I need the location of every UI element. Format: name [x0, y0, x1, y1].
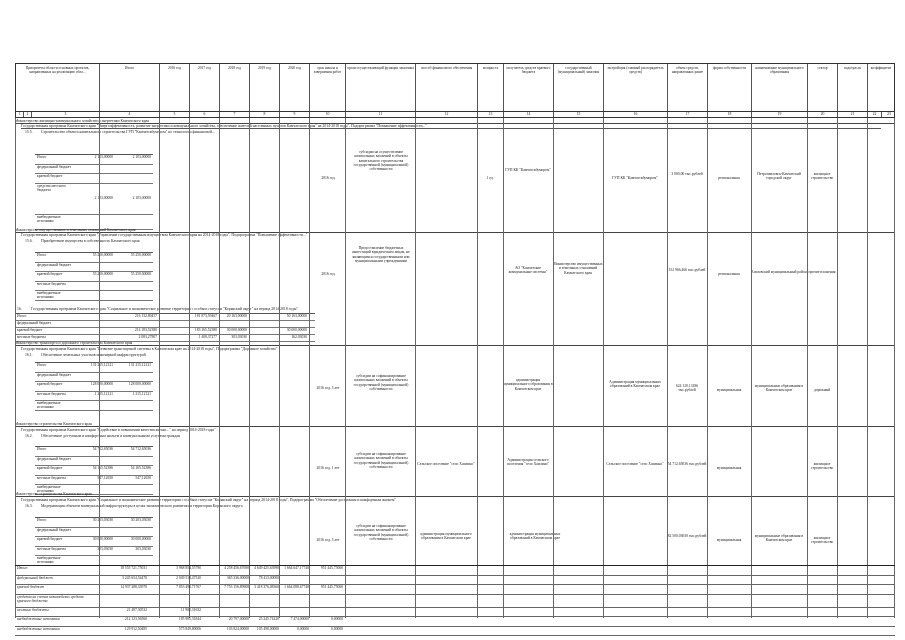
method-cell: субсидии на софинансирование капитальных вложений в объекты государственной (муниципальной) собственности — [353, 452, 409, 469]
header-cell-sector: сектор — [808, 64, 838, 111]
row-value: 2 103,00000 — [94, 155, 113, 159]
header-cell-2019: 2019 год — [250, 64, 280, 111]
column-rule — [477, 118, 478, 618]
row-label: внебюджетные источники — [37, 556, 61, 564]
row-value: 1 408,37277 — [198, 335, 217, 339]
column-rule — [751, 118, 752, 618]
row-value: 50 163,00000 — [286, 314, 307, 318]
row-label: краевой бюджет — [37, 466, 63, 470]
customer-cell: администрация муниципальных образований в Камчатском крае — [509, 532, 561, 541]
row-label: Итого — [17, 314, 27, 318]
table-row — [35, 476, 153, 486]
column-rule — [415, 118, 416, 618]
header-cell-2020: 2020 год — [280, 64, 310, 111]
section-item-name: Приобретение имущества в собственность Камчатского края — [41, 239, 140, 243]
sector-cell: дорожный — [813, 388, 831, 392]
row-value: 55 250,00000 — [130, 272, 151, 276]
section-item-number: 15.5. — [25, 130, 33, 134]
table-row — [35, 447, 153, 457]
row-value: 0,00000 — [331, 617, 343, 621]
recipient-cell: администрация муниципального образования в Камчатском крае — [420, 532, 472, 541]
section-item-number: 15.6. — [25, 239, 33, 243]
row-value: 212 123,56560 — [124, 617, 147, 621]
row-value: 30 000,00000 — [286, 328, 307, 332]
row-value: 3 245 654,54470 — [122, 575, 147, 580]
section-item-name: Модернизация объектов коммунальной инфраструктуры в целях экономического развития на территории Корякского округа — [41, 504, 243, 508]
column-rule — [99, 118, 100, 618]
column-number: 2 — [24, 112, 32, 117]
table-row — [15, 321, 315, 328]
grand-totals-table — [15, 565, 895, 636]
row-value: 7 853 498,71767 — [176, 585, 201, 589]
column-rule — [189, 118, 190, 618]
table-row — [35, 184, 153, 215]
column-rule — [707, 118, 708, 618]
header-cell-developer: застройщик (главный распорядитель средств) — [604, 64, 668, 111]
municipality-cell: Сельское поселение "село Хаилино" — [606, 462, 664, 466]
row-label: краевой бюджет — [17, 585, 45, 589]
table-row — [35, 382, 153, 392]
ownership-cell: региональная — [718, 176, 740, 180]
column-number: 20 — [808, 112, 838, 117]
previous-cell: 54 712,65036 тыс.рублей — [667, 462, 707, 466]
previous-cell: 152 966,466 тыс.рублей — [668, 268, 706, 272]
header-cell-total: Итого — [100, 64, 160, 111]
row-label: местные бюджеты — [17, 335, 46, 339]
customer-cell: Министерство имущественных и земельных отношений Камчатского края — [553, 262, 603, 275]
column-number: 7 — [220, 112, 250, 117]
row-value: 20 797,00000 — [228, 617, 249, 621]
column-number: 21 — [838, 112, 868, 117]
table-row — [15, 328, 315, 335]
table-row — [35, 518, 153, 528]
section-program: Государственная программа Камчатского края "Управление государственным имуществом Камчатского края на 2014-2018 годы", Подпрограмма "Повышение эффективности..." — [21, 233, 308, 237]
table-row — [35, 165, 153, 175]
row-value: 129 912,50485 — [124, 626, 147, 631]
table-row — [35, 291, 153, 301]
row-label: средства на счетах казначейских средств краевого бюджета — [17, 594, 84, 603]
row-label: краевой бюджет — [37, 537, 63, 541]
table-row — [35, 392, 153, 402]
row-value: 575 849,80006 — [178, 626, 201, 631]
table-row — [35, 253, 153, 263]
sector-cell: жилищное строительство — [810, 536, 834, 545]
section-title: Министерство строительства Камчатского края — [15, 492, 895, 497]
row-label: внебюджетные источники — [17, 626, 60, 631]
section-item-name: Строительство объекта капитального строительства ГУП "Камчатскбумпром" по технологии финансовой... — [41, 130, 215, 134]
column-rule — [867, 118, 868, 618]
row-value: 55 250,00000 — [92, 253, 113, 257]
method-cell: Предоставление бюджетных инвестиций юридическим лицам, не являющимся государственными или муниципальными учреждениями — [352, 246, 410, 263]
row-value: 30 000,00000 — [92, 537, 113, 541]
header-cell-2016: 2016 год — [160, 64, 190, 111]
row-value: 131 215,12121 — [128, 363, 151, 367]
capacity-cell: 1 ед. — [486, 176, 494, 180]
method-cell: субсидии на софинансирование капитальных вложений в объекты государственной (муниципальной) собственности — [353, 524, 409, 541]
row-value: 1 215,12121 — [94, 391, 113, 396]
row-value: 25 245,74220 — [258, 617, 279, 621]
column-rule — [553, 118, 554, 618]
table-row — [15, 576, 895, 586]
section-program: Государственная программа Камчатского края "Энергоэффективность, развитие энергетики и коммунального хозяйства, обеспечение жителей населенных пунктов Камчатского края" на 2014-2018 годы", Подпрограмма "Повышение эффективности..." — [21, 124, 881, 129]
row-label: федеральный бюджет — [37, 456, 71, 461]
recipient-cell: Сельское поселение "село Хаилино" — [417, 462, 475, 466]
row-value: 14 937 288,33970 — [120, 585, 147, 589]
section-title: Министерство жилищно-коммунального хозяйства и энергетики Камчатского края — [15, 119, 895, 124]
section-item-name: Обеспечение земельных участков инженерной инфраструктурой — [41, 353, 146, 357]
column-rule — [603, 118, 604, 618]
row-label: федеральный бюджет — [37, 164, 71, 169]
previous-cell: 82 500,03030 тыс.рублей — [667, 534, 707, 538]
row-label: местные бюджеты — [37, 391, 66, 396]
row-value: 128 000,00000 — [128, 382, 151, 386]
column-number: 5 — [160, 112, 190, 117]
column-number: 19 — [752, 112, 808, 117]
section-title: Министерство имущественных и земельных отношений Камчатского края — [15, 228, 895, 233]
financing-table — [35, 362, 153, 411]
header-cell-ownership: форма собственности — [708, 64, 752, 111]
table-row — [15, 566, 895, 576]
document-page — [15, 0, 895, 640]
column-rule — [309, 118, 310, 618]
mid-total-label: Государственная программа Камчатского края "Социальное и экономическое развитие территории с особым статусом "Корякский округ" на период 2014-2018 годы" — [31, 307, 298, 311]
sector-cell: жилищное строительство — [810, 462, 834, 471]
column-rule — [219, 118, 220, 618]
row-label: федеральный бюджет — [37, 527, 71, 532]
column-number: 14 — [504, 112, 554, 117]
ownership-cell: региональная — [718, 272, 740, 276]
section-program: Государственная программа Камчатского края "Развитие транспортной системы в Камчатском крае на 2014-2018 годы", Подпрограмма "Дорожное хозяйство" — [21, 347, 278, 351]
term-cell: 2016 год, 5 лет — [316, 538, 340, 542]
column-rule — [667, 118, 668, 618]
header-cell-subsector: подотрасль — [838, 64, 868, 111]
row-label: краевой бюджет — [37, 272, 63, 276]
row-value: 30 203,03030 — [130, 518, 151, 522]
row-value: 54 165,52386 — [92, 466, 113, 470]
header-cell-previous: объем средств, направленных ранее — [668, 64, 708, 111]
row-label: краевой бюджет — [37, 382, 63, 386]
row-label: Итого — [37, 363, 47, 367]
municipality-cell: муниципальные образования в Камчатском крае — [754, 384, 804, 393]
method-cell: субсидии на софинансирование капитальных вложений в объекты государственной (муниципальной) собственности — [353, 374, 409, 391]
table-row — [35, 401, 153, 411]
method-cell: субсидии на осуществление капитальных вложений в объекты капитального строительства государственной (муниципальной) собственности — [353, 150, 409, 172]
row-value: 0,00000 — [297, 626, 309, 631]
row-value: 951 445,75060 — [320, 566, 343, 570]
row-value: 185 985,31844 — [178, 617, 201, 621]
column-rule — [279, 118, 280, 618]
ownership-cell: муниципальная — [716, 466, 742, 470]
row-value: 162,03030 — [291, 335, 307, 339]
section-title: Министерство транспорта и дорожного строительства Камчатского края — [15, 341, 895, 346]
row-value: 11 902,31632 — [180, 607, 201, 612]
recipient-cell: АО "Камчатские коммунальные системы" — [508, 266, 548, 275]
table-row — [35, 466, 153, 476]
row-value: 1 664 647,17740 — [284, 566, 309, 570]
municipality-cell: Елизовский муниципальный район — [751, 270, 807, 274]
row-value: 78 413,00000 — [258, 575, 279, 580]
recipient-cell: администрация муниципального образования в Камчатском крае — [503, 378, 553, 391]
row-label: Итого — [37, 253, 47, 257]
table-row — [35, 373, 153, 383]
row-value: 4 649 425,63990 — [254, 566, 279, 570]
row-label: внебюджетные источники — [37, 485, 61, 493]
row-value: 303,03030 — [135, 546, 151, 551]
column-number: 3 — [32, 112, 100, 117]
header-cell-method: способ финансового обеспечения — [416, 64, 478, 111]
row-label: Итого — [37, 518, 47, 522]
mid-total-table — [15, 313, 315, 342]
row-label: краевой бюджет — [37, 174, 63, 178]
row-value: 7 474,00000 — [290, 617, 309, 621]
ownership-cell: муниципальная — [716, 538, 742, 542]
row-label: Итого — [37, 155, 47, 159]
header-cell-customer: орган осуществляющий функции заказчика — [346, 64, 416, 111]
row-value: 54 712,65036 — [130, 447, 151, 451]
column-number: 18 — [708, 112, 752, 117]
row-label: федеральный бюджет — [37, 262, 71, 267]
header-cell-capacity: мощность — [478, 64, 504, 111]
column-rule — [837, 118, 838, 618]
row-value: 105 498,00000 — [256, 626, 279, 631]
row-value: 2 103,00000 — [132, 195, 151, 200]
row-value: 303,03030 — [231, 335, 247, 339]
table-row — [35, 174, 153, 184]
section-item-name: Обеспечение доступным и комфортным жильем и коммунальными услугами граждан — [41, 434, 180, 438]
table-row — [35, 282, 153, 292]
row-value: 3 418 376,08360 — [254, 585, 279, 589]
column-number: 6 — [190, 112, 220, 117]
row-label: федеральный бюджет — [37, 372, 71, 377]
column-number: 23 — [887, 112, 891, 116]
row-value: 2 103,00000 — [132, 155, 151, 159]
column-number: 10 — [310, 112, 346, 117]
header-cell-gov-customer: государственный (муниципальный) заказчик — [554, 64, 604, 111]
municipality-cell: Петропавловск-Камчатский городской округ — [757, 172, 801, 181]
column-number: 4 — [100, 112, 160, 117]
column-number: 11 — [346, 112, 416, 117]
row-value: 0,00000 — [331, 626, 343, 631]
previous-cell: 3 000,00 тыс.рублей — [671, 172, 703, 176]
table-row — [15, 617, 895, 627]
row-value: 30 000,00000 — [226, 328, 247, 332]
column-number: 15 — [554, 112, 604, 117]
row-value: 2 083,27807 — [138, 335, 157, 339]
column-number: 16 — [604, 112, 668, 117]
mid-total-number: 16. — [17, 307, 22, 311]
column-number: 12 — [416, 112, 478, 117]
recipient-cell: ГУП КК "Камчатскбумпром" — [505, 168, 551, 172]
row-value: 2 049 518,47520 — [176, 575, 201, 580]
row-value: 54 165,52386 — [130, 466, 151, 470]
section-program: Государственная программа Камчатского края "Социальное и экономическое развитие территории с особым статусом "Корякский округ" на период 2014-2018 годы", Подпрограмма "Обеспечение доступным и комфортным жильем" — [21, 498, 396, 502]
sector-cell: жилищное строительство — [810, 172, 834, 181]
row-value: 55 250,00000 — [130, 253, 151, 257]
row-value: 3 968 854,55790 — [176, 566, 201, 570]
table-header — [15, 63, 895, 112]
financing-table — [35, 446, 153, 495]
column-numbers-row — [15, 112, 895, 118]
financing-table — [35, 252, 153, 301]
header-cell-municipality: наименование муниципального образования — [752, 64, 808, 111]
row-label: средства местного бюджета — [37, 183, 66, 192]
previous-cell: 624 120,13186 тыс.рублей — [675, 384, 699, 393]
row-label: федеральный бюджет — [17, 321, 51, 325]
row-label: внебюджетные источники — [37, 291, 61, 299]
table-row — [35, 155, 153, 165]
term-cell: 2016 год — [321, 272, 335, 276]
ownership-cell: муниципальная — [716, 388, 742, 392]
municipality-cell: муниципальные образования в Камчатском крае — [754, 534, 804, 543]
table-row — [35, 537, 153, 547]
row-value: 181 873,59467 — [194, 314, 217, 318]
row-value: 303,03030 — [97, 546, 113, 551]
header-cell-coef: коэффициент — [870, 66, 892, 70]
customer-cell: Администрация сельского поселения "село Хаилино" — [506, 458, 550, 467]
row-value: 365 336,00000 — [226, 575, 249, 580]
row-label: внебюджетные источники — [37, 401, 61, 409]
table-row — [35, 263, 153, 273]
header-cell-recipient: получатель средств краевого бюджета — [504, 64, 554, 111]
column-number: 8 — [250, 112, 280, 117]
section-item-number: 16.3. — [25, 504, 33, 508]
table-row — [35, 363, 153, 373]
header-cell-2018: 2018 год — [220, 64, 250, 111]
column-number: 22 — [868, 112, 882, 117]
table-row — [35, 528, 153, 538]
row-value: 20 163,00000 — [226, 314, 247, 318]
row-value: 547,12650 — [135, 475, 151, 480]
column-number: 1 — [16, 112, 24, 117]
row-value: 214 183,52380 — [134, 328, 157, 332]
row-value: 547,12650 — [97, 475, 113, 480]
column-number: 13 — [478, 112, 504, 117]
section-program: Государственная программа Камчатского края "Содействие в повышении качества жизни... " на период 2014-2018 годы" — [21, 428, 216, 432]
row-value: 18 555 721,75031 — [120, 566, 147, 570]
row-label: местные бюджеты — [37, 546, 66, 551]
column-rule — [807, 118, 808, 618]
customer-cell: Администрация муниципальных образований в Камчатском крае — [609, 380, 661, 389]
financing-table — [35, 154, 153, 230]
financing-table — [35, 517, 153, 566]
row-label: федеральный бюджет — [17, 575, 53, 580]
row-value: 30 000,00000 — [130, 537, 151, 541]
column-rule — [159, 118, 160, 618]
column-rule — [15, 118, 16, 618]
term-cell: 2016 год, 1 лет — [316, 466, 340, 470]
row-value: 30 203,03030 — [92, 518, 113, 522]
header-cell-2017: 2017 год — [190, 64, 220, 111]
row-value: 1 215,12121 — [132, 391, 151, 396]
table-row — [15, 595, 895, 608]
column-rule — [894, 118, 895, 618]
term-cell: 2016 год, 5 лет — [316, 386, 340, 390]
row-value: 951 445,75060 — [320, 585, 343, 589]
column-number: 17 — [668, 112, 708, 117]
row-value: 216 132,80457 — [134, 314, 157, 318]
column-rule — [249, 118, 250, 618]
customer-cell: ГУП КК "Камчатскбумпром" — [612, 176, 658, 180]
row-label: местные бюджеты — [37, 281, 66, 286]
section-title: Министерство строительства Камчатского края — [15, 422, 895, 427]
header-cell-term: срок начала и завершения работ — [310, 64, 346, 111]
term-cell: 2016 год — [321, 176, 335, 180]
table-row — [35, 547, 153, 557]
table-row — [15, 627, 895, 637]
table-row — [15, 314, 315, 321]
table-row — [35, 272, 153, 282]
row-value: 54 712,65036 — [92, 447, 113, 451]
row-value: 103 824,00000 — [226, 626, 249, 631]
row-label: краевой бюджет — [17, 328, 43, 332]
row-value: 1 664 088,67740 — [284, 585, 309, 589]
sector-cell: прочие вложения — [808, 270, 836, 274]
row-value: 131 215,12121 — [90, 363, 113, 367]
table-row — [35, 457, 153, 467]
table-row — [15, 585, 895, 595]
row-value: 21 497,30532 — [126, 607, 147, 612]
row-value: 128 000,00000 — [90, 382, 113, 386]
row-value: 2 103,00000 — [94, 195, 113, 200]
row-label: внебюджетные источники — [37, 214, 61, 223]
row-label: местные бюджеты — [17, 607, 49, 612]
row-value: 55 250,00000 — [92, 272, 113, 276]
row-value: 183 165,52380 — [194, 328, 217, 332]
row-label: Итого — [37, 447, 47, 451]
row-value: 7 753 156,89908 — [224, 585, 249, 589]
table-row — [15, 608, 895, 618]
row-value: 4 258 456,67690 — [224, 566, 249, 570]
section-item-number: 16.1. — [25, 353, 33, 357]
column-rule — [345, 118, 346, 618]
row-label: местные бюджеты — [37, 475, 66, 480]
header-cell-name: Приоритеты области основных проектов, направленных на реализацию обла... — [16, 64, 100, 111]
row-label: Итого — [17, 566, 28, 570]
column-rule — [503, 118, 504, 618]
section-item-number: 16.2. — [25, 434, 33, 438]
row-label: внебюджетные источники — [17, 617, 60, 621]
column-number: 9 — [280, 112, 310, 117]
